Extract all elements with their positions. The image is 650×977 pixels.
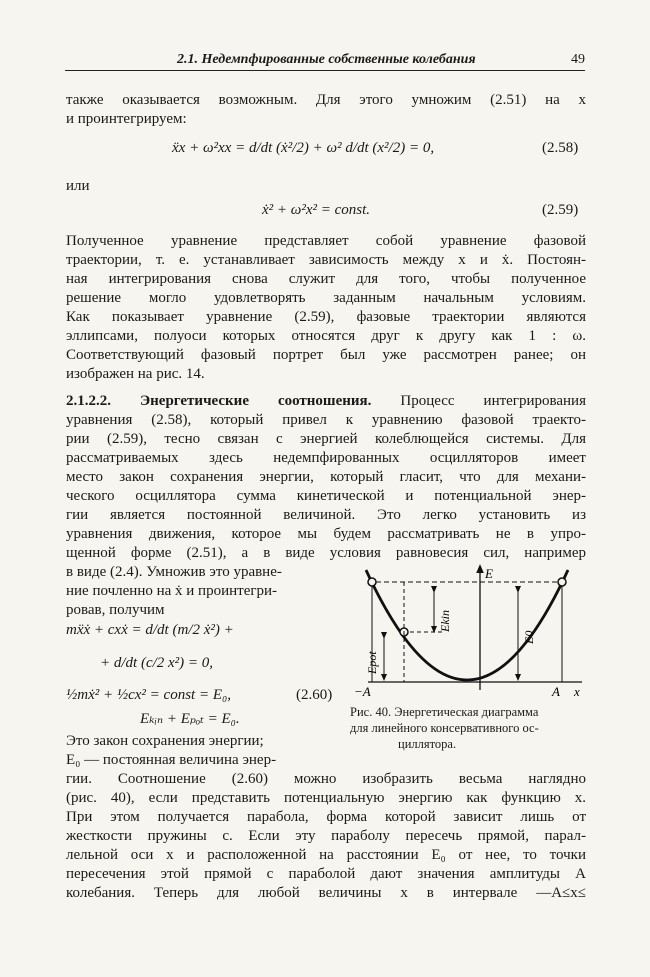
amplitude-point-right bbox=[558, 578, 566, 586]
equation-energy-b: + d/dt (c/2 x²) = 0, bbox=[100, 655, 214, 671]
equation-ekin-epot: Eₖᵢₙ + Eₚₒₜ = E₀. bbox=[140, 711, 240, 727]
text-line: ческого осциллятора сумма кинетической и потенциальной энер- bbox=[66, 488, 586, 504]
figure-caption bbox=[350, 704, 595, 752]
text-line: Соответствующий фазовый портрет был уже рассмотрен ранее; он bbox=[66, 347, 586, 363]
amplitude-point-left bbox=[368, 578, 376, 586]
text-line: Полученное уравнение представляет собой уравнение фазовой bbox=[66, 233, 586, 249]
label-e: E bbox=[485, 566, 493, 581]
equation-number: (2.58) bbox=[542, 140, 579, 156]
text-line: ная интегрирования снова служит для того, чтобы полученное bbox=[66, 271, 586, 287]
text-line: При этом получается парабола, форма которой зависит лишь от bbox=[66, 809, 586, 825]
text-line: гии. Соотношение (2.60) можно изобразить весьма наглядно bbox=[66, 771, 586, 787]
page-number: 49 bbox=[571, 52, 585, 67]
text-line: или bbox=[66, 178, 90, 194]
text-line: (рис. 40), если представить потенциальную энергию как функцию x. bbox=[66, 790, 586, 806]
label-epot: Epot bbox=[365, 651, 379, 674]
text-line: рии (2.59), тесно связан с энергией колеблющейся системы. Для bbox=[66, 431, 586, 447]
text-line: ровав, получим bbox=[66, 602, 165, 618]
potential-parabola bbox=[366, 570, 568, 680]
text-line: E₀ — постоянная величина энер- bbox=[66, 752, 277, 768]
running-header bbox=[65, 48, 585, 71]
section-heading: 2.1.2.2. Энергетические соотношения. bbox=[66, 393, 372, 409]
label-x: x bbox=[574, 684, 580, 699]
equation-2-58: ẍx + ω²xx = d/dt (ẋ²/2) + ω² d/dt (x²/2) = 0, bbox=[172, 140, 435, 156]
text-line: в виде (2.4). Умножив это уравне- bbox=[66, 564, 282, 580]
axes bbox=[368, 568, 582, 690]
text-line: решение могло удовлетворять заданным начальным условиям. bbox=[66, 290, 586, 306]
section-text: Процесс интегрирования bbox=[371, 393, 586, 409]
text-line: уравнения (2.58), который привел к уравнению фазовой траекто- bbox=[66, 412, 586, 428]
equation-number: (2.60) bbox=[296, 687, 333, 703]
text-line: Как показывает уравнение (2.59), фазовые траектории являются bbox=[66, 309, 586, 325]
caption-line: Рис. 40. Энергетическая диаграмма bbox=[350, 705, 539, 719]
text-line: также оказывается возможным. Для этого умножим (2.51) на x bbox=[66, 92, 586, 108]
caption-line: для линейного консервативного ос- bbox=[350, 721, 539, 735]
text-line: Это закон сохранения энергии; bbox=[66, 733, 264, 749]
text-line: пересечения этой прямой с параболой дают значения амплитуды A bbox=[66, 866, 586, 882]
text-line: ние почленно на ẋ и проинтегри- bbox=[66, 583, 278, 599]
equation-number: (2.59) bbox=[542, 202, 579, 218]
label-a: A bbox=[552, 684, 560, 699]
label-ekin: Ekin bbox=[438, 610, 452, 632]
text-line: рассматриваемых здесь недемпфированных осцилляторов имеет bbox=[66, 450, 586, 466]
text-line: и проинтегрируем: bbox=[66, 111, 187, 127]
label-e0: E0 bbox=[522, 630, 536, 644]
equation-2-60: ½mẋ² + ½cx² = const = E₀, bbox=[66, 687, 231, 703]
text-line: жесткости пружины c. Если эту параболу пересечь прямой, парал- bbox=[66, 828, 586, 844]
text-line: уравнения движения, которое мы будем рассматривать не в упро- bbox=[66, 526, 586, 542]
caption-line: циллятора. bbox=[398, 737, 457, 751]
text-line: щенной форме (2.51), а в виде условия равновесия сил, например bbox=[66, 545, 586, 561]
text-line: гии является постоянной величиной. Это легко установить из bbox=[66, 507, 586, 523]
text-line: изображен на рис. 14. bbox=[66, 366, 205, 382]
text-line: место закон сохранения энергии, который гласит, что для механи- bbox=[66, 469, 586, 485]
header-title: 2.1. Недемпфированные собственные колебания bbox=[177, 52, 476, 67]
text-line: траектории, т. е. устанавливает зависимость между x и ẋ. Постоян- bbox=[66, 252, 586, 268]
label-minus-a: −A bbox=[354, 684, 371, 699]
equation-2-59: ẋ² + ω²x² = const. bbox=[262, 202, 371, 218]
text-line: колебания. Теперь для любой величины x в интервале —A≤x≤ bbox=[66, 885, 586, 901]
equation-energy-a: mẍẋ + cxẋ = d/dt (m/2 ẋ²) + bbox=[66, 622, 234, 638]
energy-diagram bbox=[352, 560, 592, 700]
text-line: эллипсами, полуоси которых относятся друг к другу как 1 : ω. bbox=[66, 328, 586, 344]
section-heading-line bbox=[66, 392, 586, 411]
text-line: лельной оси x и расположенной на расстоянии E₀ от нее, то точки bbox=[66, 847, 586, 863]
